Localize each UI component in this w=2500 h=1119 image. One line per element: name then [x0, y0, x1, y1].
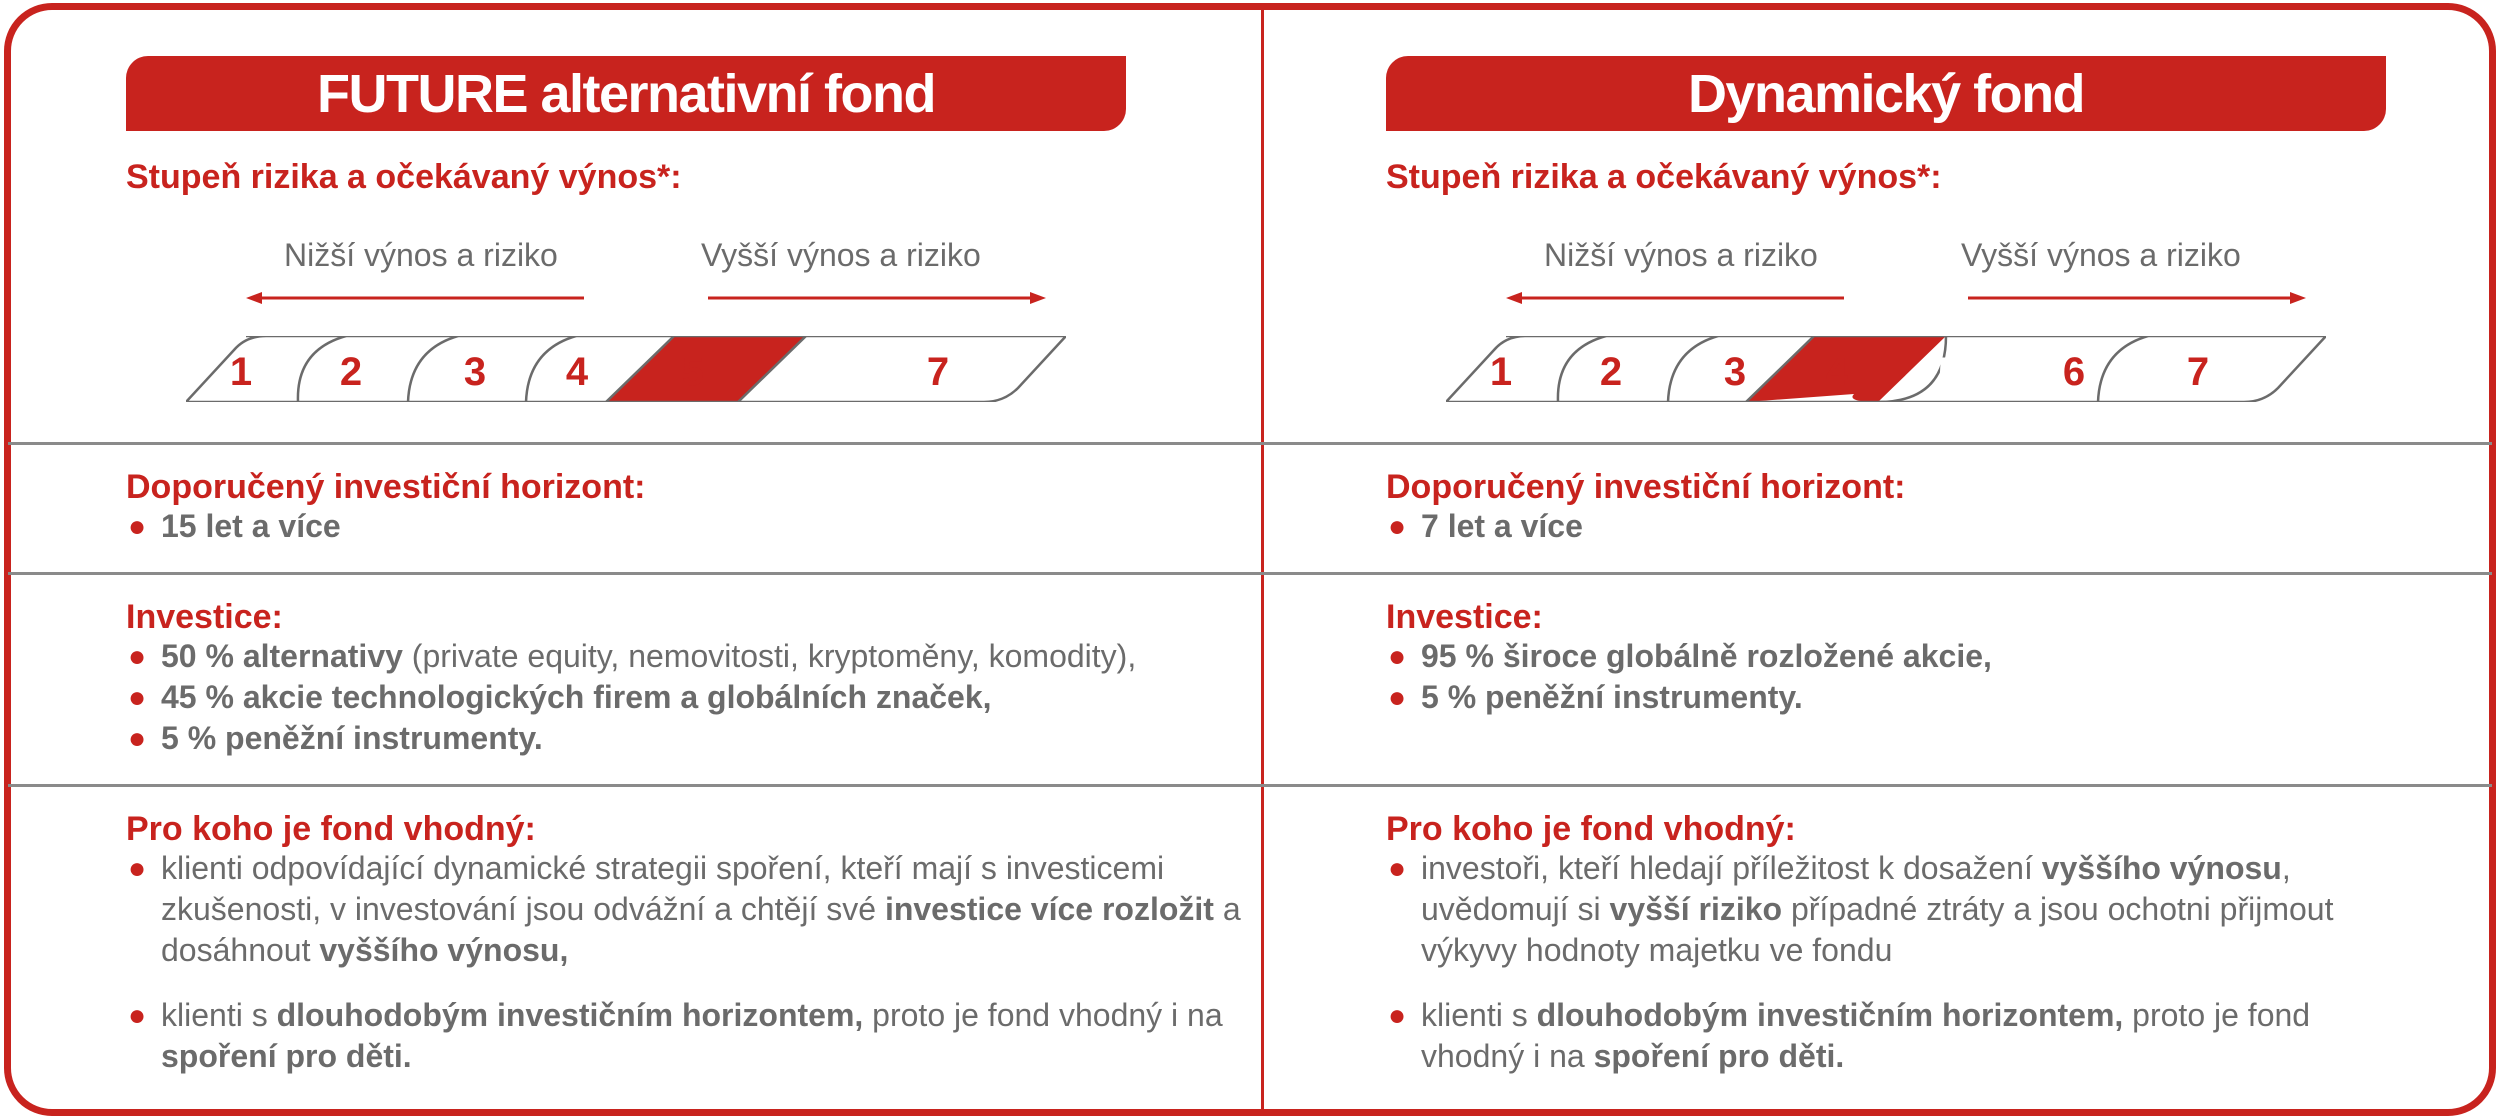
risk-level-1: 1: [229, 350, 253, 394]
risk-level-5-active: 5: [1937, 350, 1961, 394]
fund-title-banner: FUTURE alternativní fond: [126, 56, 1126, 131]
suitability-list: [1386, 848, 2406, 1077]
investment-list: [126, 636, 1136, 759]
list-item: ● 5 % peněžní instrumenty.: [1388, 679, 1803, 715]
suitability-heading: Pro koho je fond vhodný:: [126, 810, 536, 848]
risk-level-2: 2: [1599, 350, 1623, 394]
list-item: ● 95 % široce globálně rozložené akcie,: [1388, 638, 1992, 674]
risk-level-6-active: 6: [802, 350, 826, 394]
risk-level-3: 3: [1723, 350, 1747, 394]
investment-share: 95 % široce globálně rozložené akcie,: [1421, 638, 1992, 674]
list-item: ● 5 % peněžní instrumenty.: [128, 720, 543, 756]
list-item: ● 15 let a více: [128, 508, 341, 544]
risk-level-4: 4: [565, 350, 589, 394]
left-arrow-icon: [246, 291, 586, 305]
right-arrow-icon: [706, 291, 1046, 305]
suitability-heading: Pro koho je fond vhodný:: [1386, 810, 1796, 848]
risk-level-5: 5: [681, 350, 705, 394]
risk-level-4: 4: [1825, 350, 1849, 394]
horizon-list: [1386, 506, 1583, 547]
risk-level-7: 7: [926, 350, 950, 394]
list-item: ● 7 let a více: [1388, 508, 1583, 544]
fund-title-banner: Dynamický fond: [1386, 56, 2386, 131]
right-arrow-icon: [1966, 291, 2306, 305]
investment-list: [1386, 636, 1992, 718]
horizon-heading: Doporučený investiční horizont:: [126, 468, 646, 506]
risk-level-1: 1: [1489, 350, 1513, 394]
risk-level-6: 6: [2062, 350, 2086, 394]
risk-heading: Stupeň rizika a očekávaný výnos*:: [126, 158, 682, 196]
risk-heading: Stupeň rizika a očekávaný výnos*:: [1386, 158, 1942, 196]
list-item: ● klienti odpovídající dynamické strategii spoření, kteří mají s investicemi zkušenosti, v investování jsou odvážní a chtějí své investice více rozložit a dosáhnout vyššího výnosu,: [128, 850, 1241, 968]
fund-column-future: [126, 0, 1366, 1119]
lower-return-label: Nižší výnos a riziko: [284, 237, 558, 273]
list-item: ● 45 % akcie technologických firem a globálních značek,: [128, 679, 992, 715]
list-item: ● klienti s dlouhodobým investičním horizontem, proto je fond vhodný i na spoření pro děti.: [1388, 997, 2311, 1074]
investment-heading: Investice:: [126, 598, 283, 636]
list-spacer: [126, 971, 1246, 995]
horizon-value: 7 let a více: [1421, 508, 1583, 544]
risk-scale: [186, 336, 1066, 402]
higher-return-label: Vyšší výnos a riziko: [701, 237, 981, 273]
horizon-list: [126, 506, 341, 547]
investment-heading: Investice:: [1386, 598, 1543, 636]
risk-level-7: 7: [2186, 350, 2210, 394]
investment-share: 45 % akcie technologických firem a globálních značek,: [161, 679, 992, 715]
investment-share: 5 % peněžní instrumenty.: [1421, 679, 1803, 715]
fund-column-dynamic: [1386, 0, 2500, 1119]
risk-level-2: 2: [339, 350, 363, 394]
risk-scale: [1446, 336, 2326, 402]
left-arrow-icon: [1506, 291, 1846, 305]
risk-level-3: 3: [463, 350, 487, 394]
suitability-list: [126, 848, 1246, 1077]
higher-return-label: Vyšší výnos a riziko: [1961, 237, 2241, 273]
horizon-heading: Doporučený investiční horizont:: [1386, 468, 1906, 506]
lower-return-label: Nižší výnos a riziko: [1544, 237, 1818, 273]
investment-share: 5 % peněžní instrumenty.: [161, 720, 543, 756]
list-item: ● investoři, kteří hledají příležitost k dosažení vyššího výnosu, uvědomují si vyšší riziko případné ztráty a jsou ochotni přijmout výkyvy hodnoty majetku ve fondu: [1388, 850, 2334, 968]
horizon-value: 15 let a více: [161, 508, 341, 544]
list-spacer: [1386, 971, 2406, 995]
list-item: ● 50 % alternativy (private equity, nemovitosti, kryptoměny, komodity),: [128, 638, 1137, 674]
list-item: ● klienti s dlouhodobým investičním horizontem, proto je fond vhodný i na spoření pro děti.: [128, 997, 1223, 1074]
investment-share: 50 % alternativy: [161, 638, 403, 674]
investment-detail: (private equity, nemovitosti, kryptoměny, komodity),: [402, 638, 1137, 674]
